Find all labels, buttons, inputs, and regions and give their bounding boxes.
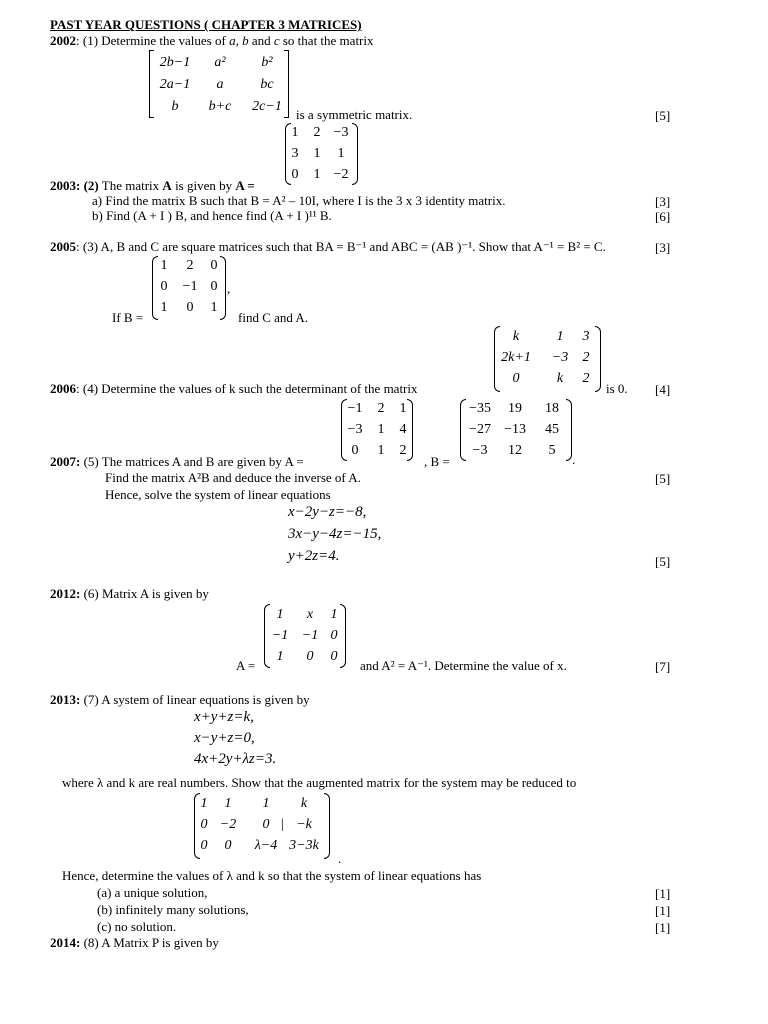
matrix-cell: −k [296, 817, 312, 832]
part-a: (a) a unique solution, [97, 885, 208, 900]
matrix-cell: 1 [377, 422, 385, 437]
period: . [572, 452, 576, 467]
question-text: (6) Matrix A is given by [83, 586, 209, 601]
matrix-cell: 0 [186, 300, 194, 315]
matrix-2012 [264, 604, 346, 668]
matrix-cell: 3−3k [289, 838, 319, 853]
question-suffix: is a symmetric matrix. [296, 107, 413, 122]
matrix-cell: 0 [224, 838, 232, 853]
marks: [6] [655, 209, 671, 224]
matrix-cell: 1 [200, 796, 208, 811]
question-text: : (4) Determine the values of k such the determinant of the matrix [76, 381, 418, 396]
matrix-cell: | [280, 817, 284, 832]
matrix-cell: 1 [160, 300, 168, 315]
question-text: : (1) Determine the values of [76, 33, 230, 48]
matrix-cell: 0 [512, 371, 520, 386]
matrix-cell: 1 [291, 125, 299, 140]
matrix-cell: b [171, 99, 179, 114]
question-text: : (3) A, B and C are square matrices such that BA = B⁻¹ and ABC = (AB )⁻¹. Show that A⁻¹ = B² = C. [76, 239, 606, 254]
question-tail: and A² = A⁻¹. Determine the value of x. [360, 658, 567, 673]
matrix-cell: 2 [186, 258, 194, 273]
matrix-cell: 3 [582, 329, 590, 344]
question-text: (5) The matrices A and B are given by A = [83, 454, 304, 469]
matrix-cell: −27 [469, 422, 491, 437]
matrix-cell: λ−4 [254, 838, 278, 853]
conjunction: and [248, 33, 274, 48]
question-text: (8) A Matrix P is given by [83, 935, 219, 950]
if-b-label: If B = [112, 310, 144, 325]
matrix-cell: 1 [399, 401, 407, 416]
matrix-cell: k [512, 329, 520, 344]
matrix-cell: a [216, 77, 224, 92]
marks: [5] [655, 554, 671, 569]
matrix-cell: 0 [330, 628, 338, 643]
matrix-name: A [162, 178, 172, 193]
matrix-cell: 2 [313, 125, 321, 140]
comma: , [227, 281, 231, 296]
matrix-cell: 4 [399, 422, 407, 437]
matrix-cell: 18 [545, 401, 559, 416]
year-label: 2014: [50, 935, 81, 950]
year-label: 2003 [50, 178, 76, 193]
matrix-cell: 1 [313, 167, 321, 182]
equation: x−y+z=0, [194, 730, 255, 746]
part-a: a) Find the matrix B such that B = A² – 10I, where I is the 3 x 3 identity matrix. [92, 193, 506, 208]
marks: [5] [655, 471, 671, 486]
matrix-cell: 1 [276, 607, 284, 622]
year-label: 2005 [50, 239, 76, 254]
matrix-2006 [494, 326, 601, 392]
matrix-cell: 2c−1 [252, 99, 282, 114]
marks: [3] [655, 194, 671, 209]
year-label: 2012: [50, 586, 81, 601]
question-text: The matrix [98, 178, 163, 193]
matrix-cell: 1 [276, 649, 284, 664]
question-suffix: is 0. [606, 381, 628, 396]
matrix-cell: 5 [548, 443, 556, 458]
matrix-cell: k [300, 796, 308, 811]
marks: [3] [655, 240, 671, 255]
marks: [1] [655, 903, 671, 918]
matrix-cell: 2 [582, 350, 590, 365]
augmented-matrix-2013 [194, 793, 330, 859]
equation: 3x−y−4z=−15, [288, 526, 382, 542]
matrix-cell: −3 [472, 443, 488, 458]
matrix-cell: −1 [182, 279, 198, 294]
matrix-cell: a² [214, 55, 226, 70]
matrix-cell: 0 [291, 167, 299, 182]
matrix-cell: 0 [200, 838, 208, 853]
instruction: Find the matrix A²B and deduce the inverse of A. [105, 470, 361, 485]
matrix-cell: 1 [224, 796, 232, 811]
part-b: (b) infinitely many solutions, [97, 902, 249, 917]
instruction: Hence, solve the system of linear equations [105, 487, 331, 502]
matrix-cell: b² [261, 55, 273, 70]
find-instruction: find C and A. [238, 310, 309, 325]
matrix-cell: 0 [160, 279, 168, 294]
matrix-equals: A = [235, 178, 255, 193]
matrix-cell: 0 [210, 279, 218, 294]
year-label: 2013: [50, 692, 81, 707]
matrix-cell: 1 [556, 329, 564, 344]
matrix-cell: −2 [333, 167, 349, 182]
matrix-cell: −35 [469, 401, 491, 416]
var-c: c [273, 33, 280, 48]
question-2014-line [50, 936, 219, 949]
matrix-cell: −1 [347, 401, 363, 416]
question-2002-line [50, 34, 374, 47]
marks: [7] [655, 659, 671, 674]
matrix-cell: 0 [330, 649, 338, 664]
question-2005-line [50, 240, 606, 253]
question-tail: so that the matrix [279, 33, 374, 48]
matrix-cell: 2 [582, 371, 590, 386]
marks: [5] [655, 108, 671, 123]
year-label: 2002 [50, 33, 76, 48]
marks: [4] [655, 382, 671, 397]
matrix-cell: x [306, 607, 314, 622]
matrix-cell: 45 [545, 422, 559, 437]
matrix-cell: 0 [351, 443, 359, 458]
matrix-cell: 1 [377, 443, 385, 458]
matrix-cell: 0 [200, 817, 208, 832]
a-equals: A = [236, 658, 256, 673]
matrix-cell: −1 [301, 628, 319, 643]
b-equals: , B = [424, 454, 450, 469]
part-c: (c) no solution. [97, 919, 177, 934]
matrix-2007-a [341, 399, 413, 461]
matrix-cell: 1 [262, 796, 270, 811]
question-text: is given by [171, 178, 236, 193]
matrix-cell: 2k+1 [501, 350, 531, 365]
matrix-cell: −3 [333, 125, 349, 140]
equation: x+y+z=k, [194, 709, 254, 725]
question-2007-line [50, 455, 304, 468]
question-2003-line [50, 179, 255, 192]
matrix-cell: 2a−1 [159, 77, 191, 92]
where-text: where λ and k are real numbers. Show that the augmented matrix for the system may be reduced to [62, 775, 577, 790]
matrix-2007-b [460, 399, 572, 461]
matrix-cell: 19 [508, 401, 522, 416]
matrix-2002 [149, 50, 289, 118]
matrix-cell: 0 [210, 258, 218, 273]
matrix-cell: 0 [262, 817, 270, 832]
matrix-cell: 3 [291, 146, 299, 161]
matrix-cell: −1 [271, 628, 289, 643]
year-label: 2007: [50, 454, 81, 469]
matrix-cell: 1 [330, 607, 338, 622]
part-b: b) Find (A + I ) B, and hence find (A + I )¹¹ B. [92, 208, 332, 223]
period: . [338, 851, 342, 866]
matrix-cell: 0 [306, 649, 314, 664]
comma: , [235, 33, 243, 48]
matrix-cell: 1 [160, 258, 168, 273]
equation: y+2z=4. [288, 548, 340, 564]
matrix-cell: −3 [347, 422, 363, 437]
question-2013-line [50, 693, 310, 706]
matrix-cell: −13 [504, 422, 526, 437]
question-number: : (2) [76, 178, 99, 193]
matrix-cell: 2b−1 [159, 55, 191, 70]
marks: [1] [655, 920, 671, 935]
equation: 4x+2y+λz=3. [194, 751, 277, 767]
matrix-cell: 2 [377, 401, 385, 416]
year-label: 2006 [50, 381, 76, 396]
question-2012-line [50, 587, 209, 600]
var-a: a [229, 33, 236, 48]
matrix-2005 [152, 256, 226, 320]
matrix-2003 [285, 123, 358, 185]
page-title: PAST YEAR QUESTIONS ( CHAPTER 3 MATRICES) [50, 17, 362, 32]
matrix-cell: 1 [337, 146, 345, 161]
equation: x−2y−z=−8, [288, 504, 367, 520]
matrix-cell: bc [260, 77, 274, 92]
matrix-cell: 2 [399, 443, 407, 458]
hence-text: Hence, determine the values of λ and k so that the system of linear equations has [62, 868, 482, 883]
matrix-cell: k [556, 371, 564, 386]
matrix-cell: −2 [219, 817, 237, 832]
matrix-cell: 12 [508, 443, 522, 458]
matrix-cell: −3 [551, 350, 569, 365]
question-text: (7) A system of linear equations is given by [83, 692, 310, 707]
matrix-cell: 1 [210, 300, 218, 315]
var-b: b [242, 33, 249, 48]
marks: [1] [655, 886, 671, 901]
question-2006-line [50, 382, 418, 395]
matrix-cell: b+c [208, 99, 232, 114]
matrix-cell: 1 [313, 146, 321, 161]
